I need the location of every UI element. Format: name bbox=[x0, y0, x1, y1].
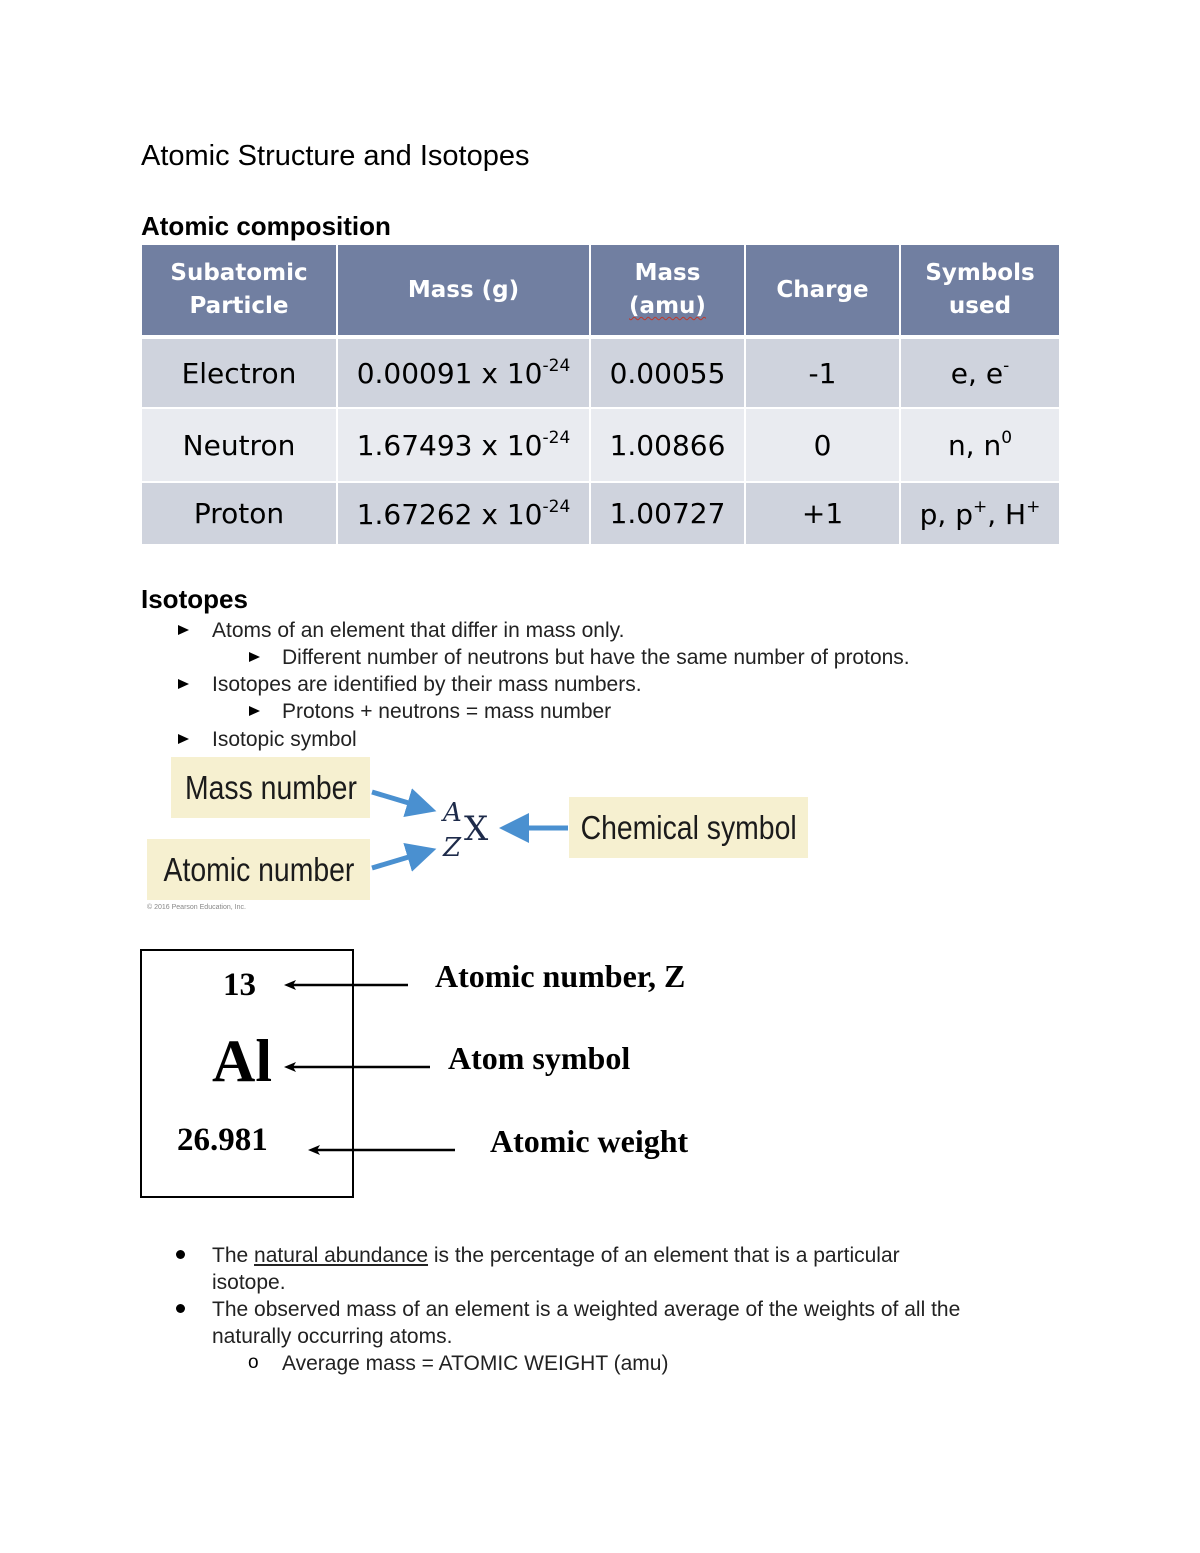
cell-mass-g bbox=[337, 408, 590, 482]
page-title: Atomic Structure and Isotopes bbox=[141, 140, 530, 172]
atomic-number-label bbox=[147, 839, 370, 900]
header-mass-g bbox=[337, 244, 590, 337]
atomic-number-arrow-icon bbox=[372, 853, 422, 868]
header-text: Subatomic Particle bbox=[170, 260, 308, 319]
note-observed-mass: The observed mass of an element is a weighted average of the weights of all the bbox=[212, 1298, 961, 1321]
triangle-bullet-icon bbox=[249, 706, 260, 716]
chemical-symbol-label-text: Chemical symbol bbox=[580, 808, 797, 846]
mass-number-label-text: Mass number bbox=[184, 768, 357, 806]
isotopes-bullet: Atoms of an element that differ in mass only. bbox=[212, 619, 625, 642]
cell-particle: Neutron bbox=[141, 408, 337, 482]
symbols-value: p, p bbox=[919, 497, 973, 531]
header-symbols-used bbox=[900, 244, 1060, 337]
header-text: Symbols used bbox=[925, 260, 1035, 319]
mass-g-value: 1.67262 x 10 bbox=[356, 497, 543, 531]
triangle-bullet-icon bbox=[178, 679, 189, 689]
isotopes-sub-bullet: Protons + neutrons = mass number bbox=[282, 700, 612, 723]
mass-g-exponent: -24 bbox=[542, 496, 571, 517]
bullet-dot-icon bbox=[176, 1304, 185, 1313]
cell-charge: -1 bbox=[745, 337, 900, 408]
triangle-bullet-icon bbox=[178, 734, 189, 744]
isotope-mass-number-symbol: A bbox=[443, 798, 462, 828]
isotope-atomic-number-symbol: Z bbox=[443, 833, 462, 863]
cell-particle: Electron bbox=[141, 337, 337, 408]
header-text: Mass (g) bbox=[407, 276, 520, 303]
mass-number-label bbox=[171, 757, 370, 818]
note-text: is the percentage of an element that is a particular bbox=[428, 1244, 900, 1267]
header-mass-amu-text: Mass (amu) bbox=[629, 260, 706, 319]
symbols-tail-superscript: + bbox=[1026, 496, 1041, 517]
atomic-composition-table bbox=[140, 243, 1061, 546]
cell-mass-g bbox=[337, 337, 590, 408]
label-atomic-weight: Atomic weight bbox=[490, 1123, 689, 1159]
cell-charge: +1 bbox=[745, 482, 900, 545]
atomic-composition-heading: Atomic composition bbox=[141, 211, 391, 241]
triangle-bullet-icon bbox=[178, 625, 189, 635]
cell-symbols bbox=[900, 408, 1060, 482]
cell-charge: 0 bbox=[745, 408, 900, 482]
isotope-arrows bbox=[360, 780, 580, 880]
mass-number-arrow-icon bbox=[372, 792, 422, 807]
triangle-bullet-icon bbox=[249, 652, 260, 662]
note-text: The bbox=[212, 1244, 255, 1267]
image-credit: © 2016 Pearson Education, Inc. bbox=[147, 904, 246, 911]
element-atomic-weight: 26.981 bbox=[177, 1122, 268, 1158]
sub-bullet-marker: o bbox=[248, 1352, 259, 1373]
bullet-dot-icon bbox=[176, 1250, 185, 1259]
symbols-value: e, e bbox=[950, 357, 1004, 390]
isotopes-bullet: Isotopes are identified by their mass numbers. bbox=[212, 673, 642, 696]
natural-abundance-term: natural abundance bbox=[254, 1244, 429, 1267]
mass-g-exponent: -24 bbox=[542, 356, 571, 376]
note-observed-mass-cont: naturally occurring atoms. bbox=[212, 1325, 453, 1348]
label-atomic-number: Atomic number, Z bbox=[435, 958, 686, 994]
table-row bbox=[141, 337, 1060, 408]
symbols-value: n, n bbox=[947, 429, 1002, 462]
mass-g-value: 0.00091 x 10 bbox=[356, 357, 543, 390]
note-natural-abundance bbox=[212, 1242, 900, 1269]
note-average-mass: Average mass = ATOMIC WEIGHT (amu) bbox=[282, 1352, 669, 1375]
symbols-superscript: 0 bbox=[1001, 428, 1013, 448]
cell-mass-amu: 1.00727 bbox=[590, 482, 745, 545]
element-atomic-number: 13 bbox=[223, 967, 256, 1003]
cell-mass-amu: 0.00055 bbox=[590, 337, 745, 408]
isotopes-heading: Isotopes bbox=[141, 584, 248, 614]
cell-mass-amu: 1.00866 bbox=[590, 408, 745, 482]
element-box-arrows bbox=[280, 970, 470, 1170]
note-natural-abundance-cont: isotope. bbox=[212, 1271, 286, 1294]
element-symbol: Al bbox=[212, 1028, 272, 1094]
isotopes-sub-bullet: Different number of neutrons but have the same number of protons. bbox=[282, 646, 910, 669]
mass-g-exponent: -24 bbox=[542, 428, 571, 448]
header-charge bbox=[745, 244, 900, 337]
isotopes-bullet: Isotopic symbol bbox=[212, 728, 357, 751]
cell-mass-g bbox=[337, 482, 590, 545]
header-mass-amu bbox=[590, 244, 745, 337]
mass-g-value: 1.67493 x 10 bbox=[356, 429, 543, 462]
cell-particle: Proton bbox=[141, 482, 337, 545]
table-row bbox=[141, 408, 1060, 482]
symbols-superscript: + bbox=[973, 496, 988, 517]
cell-symbols bbox=[900, 337, 1060, 408]
symbols-tail: , H bbox=[987, 497, 1027, 531]
table-header-row bbox=[141, 244, 1060, 337]
label-atom-symbol: Atom symbol bbox=[448, 1040, 631, 1076]
chemical-symbol-label bbox=[569, 797, 808, 858]
isotope-element-symbol: X bbox=[464, 809, 489, 849]
table-row bbox=[141, 482, 1060, 545]
cell-symbols bbox=[900, 482, 1060, 545]
header-text: Charge bbox=[776, 276, 869, 303]
header-subatomic-particle bbox=[141, 244, 337, 337]
symbols-superscript: - bbox=[1003, 356, 1010, 376]
atomic-number-label-text: Atomic number bbox=[163, 850, 354, 888]
